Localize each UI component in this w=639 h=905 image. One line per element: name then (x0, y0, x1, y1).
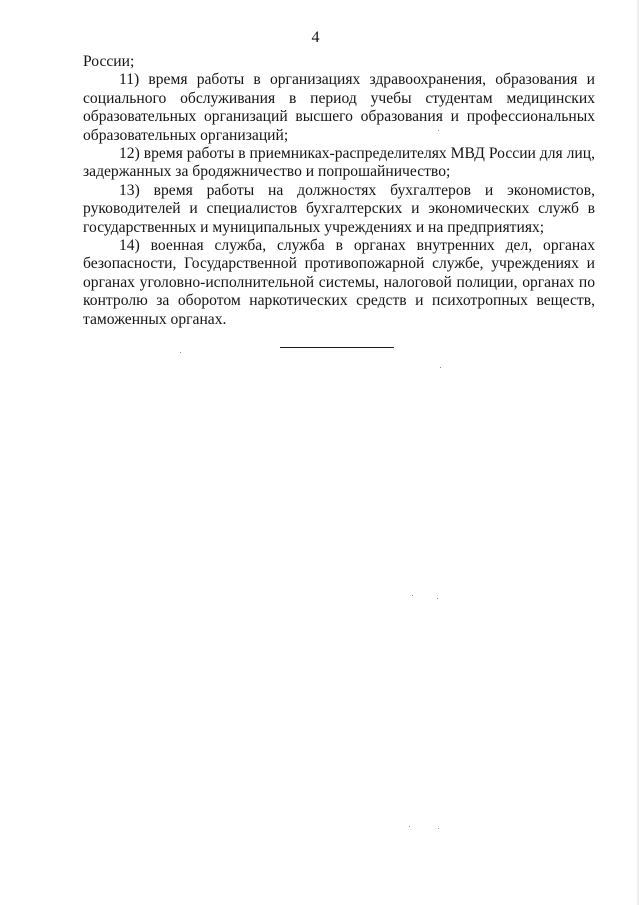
scan-speck (409, 826, 410, 827)
page-number: 4 (311, 29, 320, 46)
scan-speck (180, 352, 181, 353)
scan-speck (440, 367, 441, 368)
end-of-text-rule (280, 347, 394, 348)
scan-speck (438, 828, 439, 829)
scan-speck (412, 595, 413, 596)
scan-speck (437, 598, 438, 599)
paragraph-item-12: 12) время работы в приемниках-распределителях МВД России для лиц, задержанных за бродяжничество и попрошайничество; (83, 145, 595, 181)
paragraph-item-11: 11) время работы в организациях здравоохранения, образования и социального обслуживания в период учебы студентам медицинских образовательных организаций высшего образования и профессиональных образовательных организаций; (83, 71, 595, 144)
paragraph-continuation: России; (83, 53, 135, 70)
scan-speck (438, 130, 439, 131)
paragraph-item-14: 14) военная служба, служба в органах внутренних дел, органах безопасности, Государственной противопожарной службе, учреждениях и органах уголовно-исполнительной системы, налоговой полиции, органах по контролю за оборотом наркотических средств и психотропных веществ, таможенных органах. (83, 237, 595, 328)
document-body (83, 53, 595, 329)
paragraph-item-13: 13) время работы на должностях бухгалтеров и экономистов, руководителей и специалистов бухгалтерских и экономических служб в государственных и муниципальных учреждениях и на предприятиях; (83, 181, 595, 236)
